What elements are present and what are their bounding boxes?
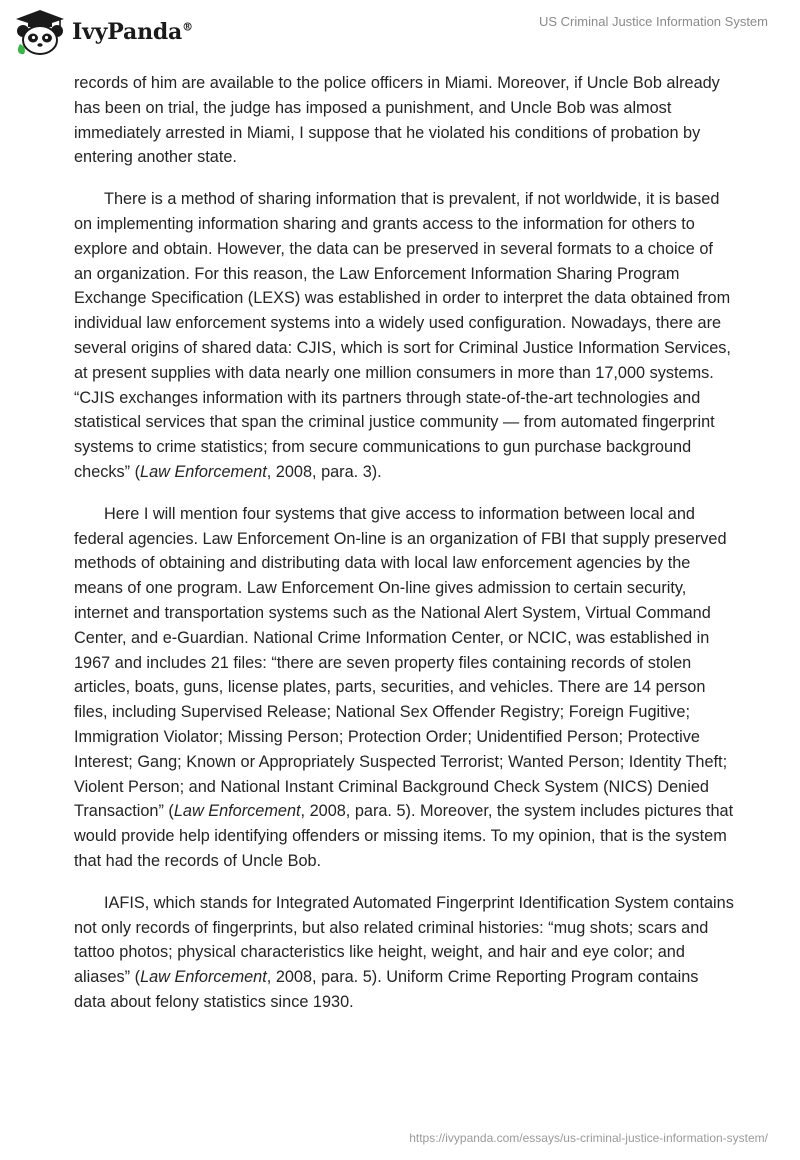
page-title: US Criminal Justice Information System [538,14,768,29]
paragraph: IAFIS, which stands for Integrated Automated Fingerprint Identification System contains not only records of fingerprints, but also related criminal histories: “mug shots; scars and tattoo photos; physical characteristics like height, weight, and hair and eye color; and aliases” (Law Enforcement, 2008, para. 5). Uniform Crime Reporting Program contains data about felony statistics since 1930. [74,893,734,1011]
logo-text: IvyPanda® [72,19,193,45]
paragraph: records of him are available to the police officers in Miami. Moreover, if Uncle Bob already has been on trial, the judge has imposed a punishment, and Uncle Bob was almost immediately arrested in Miami, I suppose that he violated his conditions of probation by entering another state. [74,74,720,167]
panda-graduate-icon [14,8,66,56]
citation-title: Law Enforcement [140,462,267,481]
footer-url[interactable]: https://ivypanda.com/essays/us-criminal-justice-information-system/ [409,1131,768,1145]
citation-title: Law Enforcement [173,802,301,821]
essay-body [74,71,734,1032]
ivypanda-logo[interactable] [14,8,193,56]
paragraph: There is a method of sharing information that is prevalent, if not worldwide, it is based on implementing information sharing and grants access to the information for others to explore and obtain. However, the data can be preserved in several formats to a choice of an organization. For this reason, the Law Enforcement Information Sharing Program Exchange Specification (LEXS) was established in order to interpret the data obtained from individual law enforcement systems into a widely used configuration. Nowadays, there are several origins of shared data: CJIS, which is sort for Criminal Justice Information Services, at present supplies with data nearly one million consumers in more than 17,000 systems. “CJIS exchanges information with its partners through state-of-the-art technologies and statistical services that span the criminal justice community — from automated fingerprint systems to crime statistics; from secure communications to gun purchase background checks” (Law Enforcement, 2008, para. 3). [74,190,731,481]
page-header [0,0,800,64]
citation-title: Law Enforcement [140,968,267,987]
paragraph: Here I will mention four systems that give access to information between local and federal agencies. Law Enforcement On-line is an organization of FBI that supply preserved methods of obtaining and distributing data with local law enforcement agencies by the means of one program. Law Enforcement On-line gives admission to certain security, internet and transportation systems such as the National Alert System, Virtual Command Center, and e-Guardian. National Crime Information Center, or NCIC, was established in 1967 and includes 21 files: “there are seven property files containing records of stolen articles, boats, guns, license plates, parts, securities, and vehicles. There are 14 person files, including Supervised Release; National Sex Offender Registry; Foreign Fugitive; Immigration Violator; Missing Person; Protection Order; Unidentified Person; Protective Interest; Gang; Known or Appropriately Suspected Terrorist; Wanted Person; Identity Theft; Violent Person; and National Instant Criminal Background Check System (NICS) Denied Transaction” (Law Enforcement, 2008, para. 5). Moreover, the system includes pictures that would provide help identifying offenders or missing items. To my opinion, that is the system that had the records of Uncle Bob. [74,504,734,870]
